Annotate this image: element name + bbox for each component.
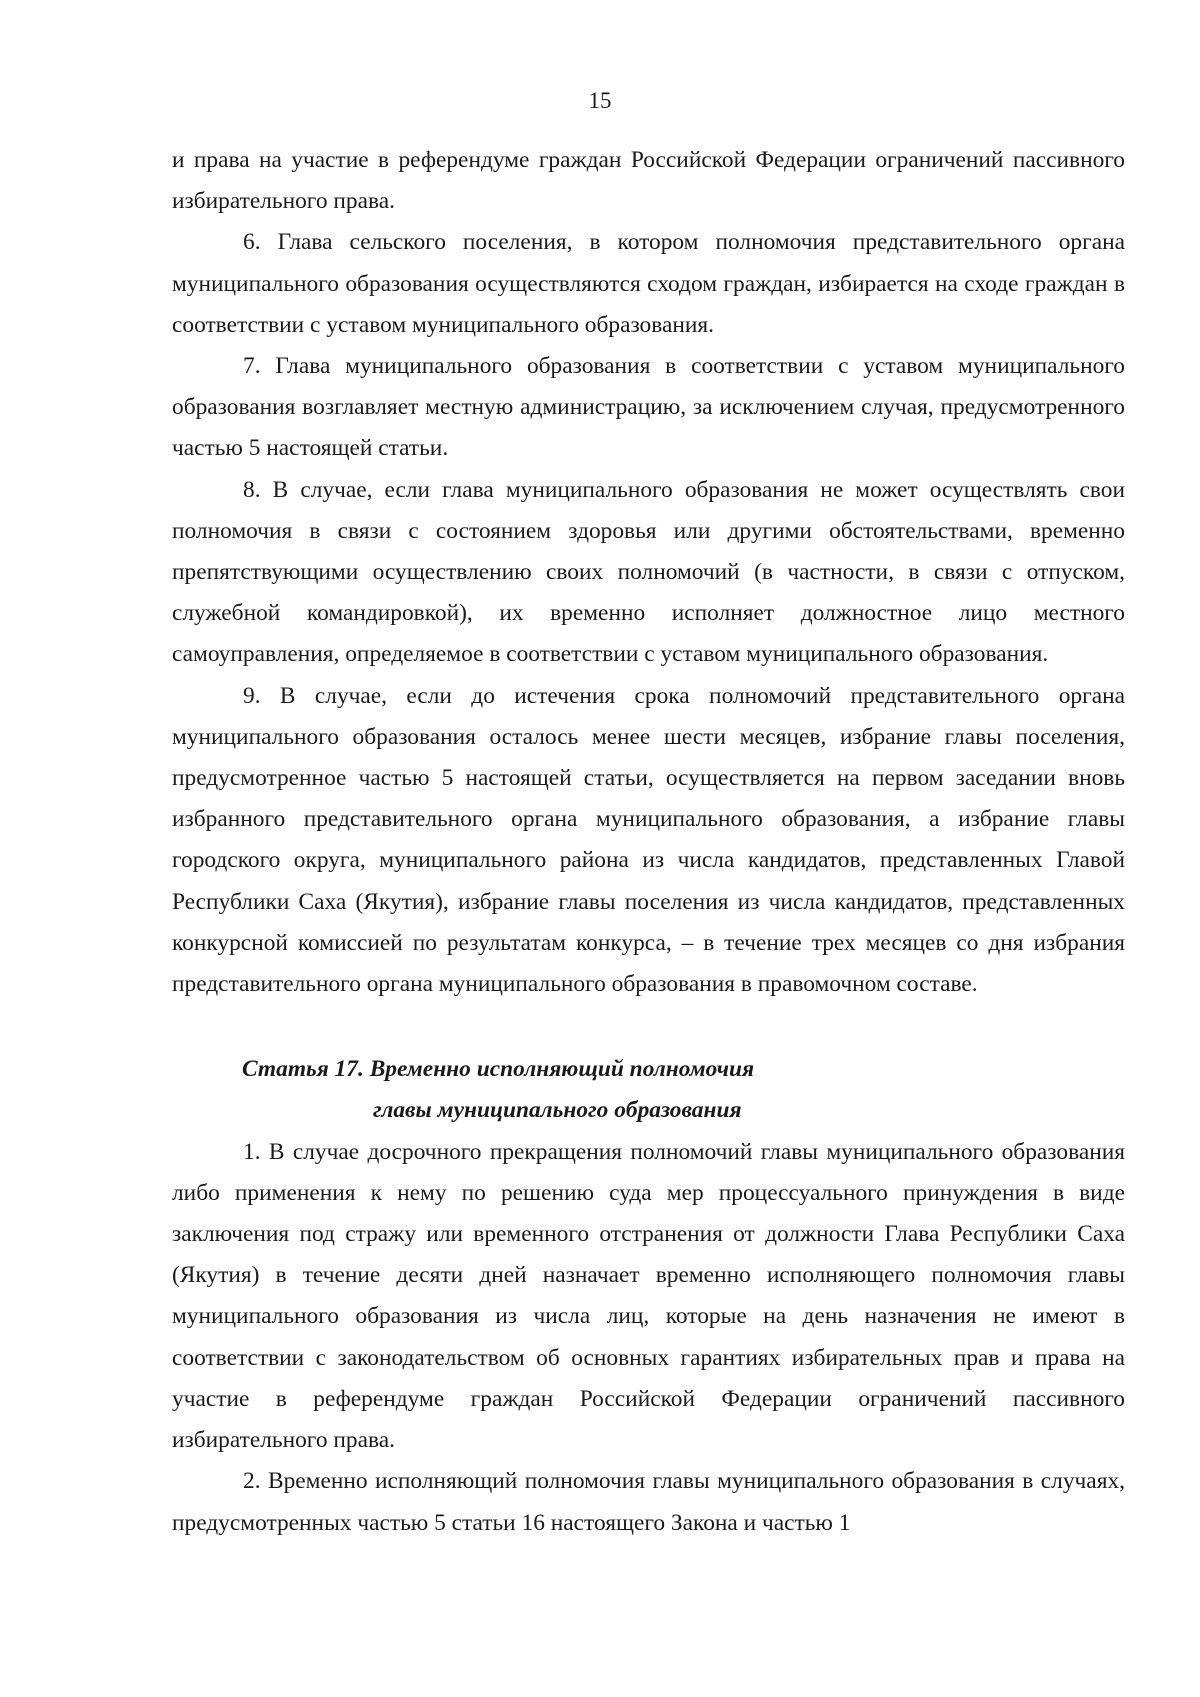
article-heading-line-2: главы муниципального образования — [373, 1097, 742, 1124]
paragraph-item-7: 7. Глава муниципального образования в соответствии с уставом муниципального образования возглавляет местную администрацию, за исключением случая, предусмотренного частью 5 настоящей статьи. — [172, 353, 1125, 462]
paragraph-continuation: и права на участие в референдуме граждан Российской Федерации ограничений пассивного избирательного права. — [172, 147, 1125, 215]
article-paragraph-1: 1. В случае досрочного прекращения полномочий главы муниципального образования либо применения к нему по решению суда мер процессуального принуждения в виде заключения под стражу или временного отстранения от должности Глава Республики Саха (Якутия) в течение десяти дней назначает временно исполняющего полномочия главы муниципального образования из числа лиц, которые на день назначения не имеют в соответствии с законодательством об основных гарантиях избирательных прав и права на участие в референдуме граждан Российской Федерации ограничений пассивного избирательного права. — [172, 1138, 1125, 1454]
document-body — [172, 140, 1125, 1544]
paragraph-item-9: 9. В случае, если до истечения срока полномочий представительного органа муниципального образования осталось менее шести месяцев, избрание главы поселения, предусмотренное частью 5 настоящей статьи, осуществляется на первом заседании вновь избранного представительного органа муниципального образования, а избрание главы городского округа, муниципального района из числа кандидатов, представленных Главой Республики Саха (Якутия), избрание главы поселения из числа кандидатов, представленных конкурсной комиссией по результатам конкурса, – в течение трех месяцев со дня избрания представительного органа муниципального образования в правомочном составе. — [172, 682, 1125, 998]
article-heading-line-1: Статья 17. Временно исполняющий полномочия — [242, 1056, 755, 1083]
page-number: 15 — [588, 88, 612, 113]
paragraph-item-6: 6. Глава сельского поселения, в котором полномочия представительного органа муниципального образования осуществляются сходом граждан, избирается на сходе граждан в соответствии с уставом муниципального образования. — [172, 229, 1125, 338]
paragraph-item-8: 8. В случае, если глава муниципального образования не может осуществлять свои полномочия в связи с состоянием здоровья или другими обстоятельствами, временно препятствующими осуществлению своих полномочий (в частности, в связи с отпуском, служебной командировкой), их временно исполняет должностное лицо местного самоуправления, определяемое в соответствии с уставом муниципального образования. — [172, 476, 1125, 668]
article-paragraph-2: 2. Временно исполняющий полномочия главы муниципального образования в случаях, предусмотренных частью 5 статьи 16 настоящего Закона и частью 1 — [172, 1468, 1125, 1536]
